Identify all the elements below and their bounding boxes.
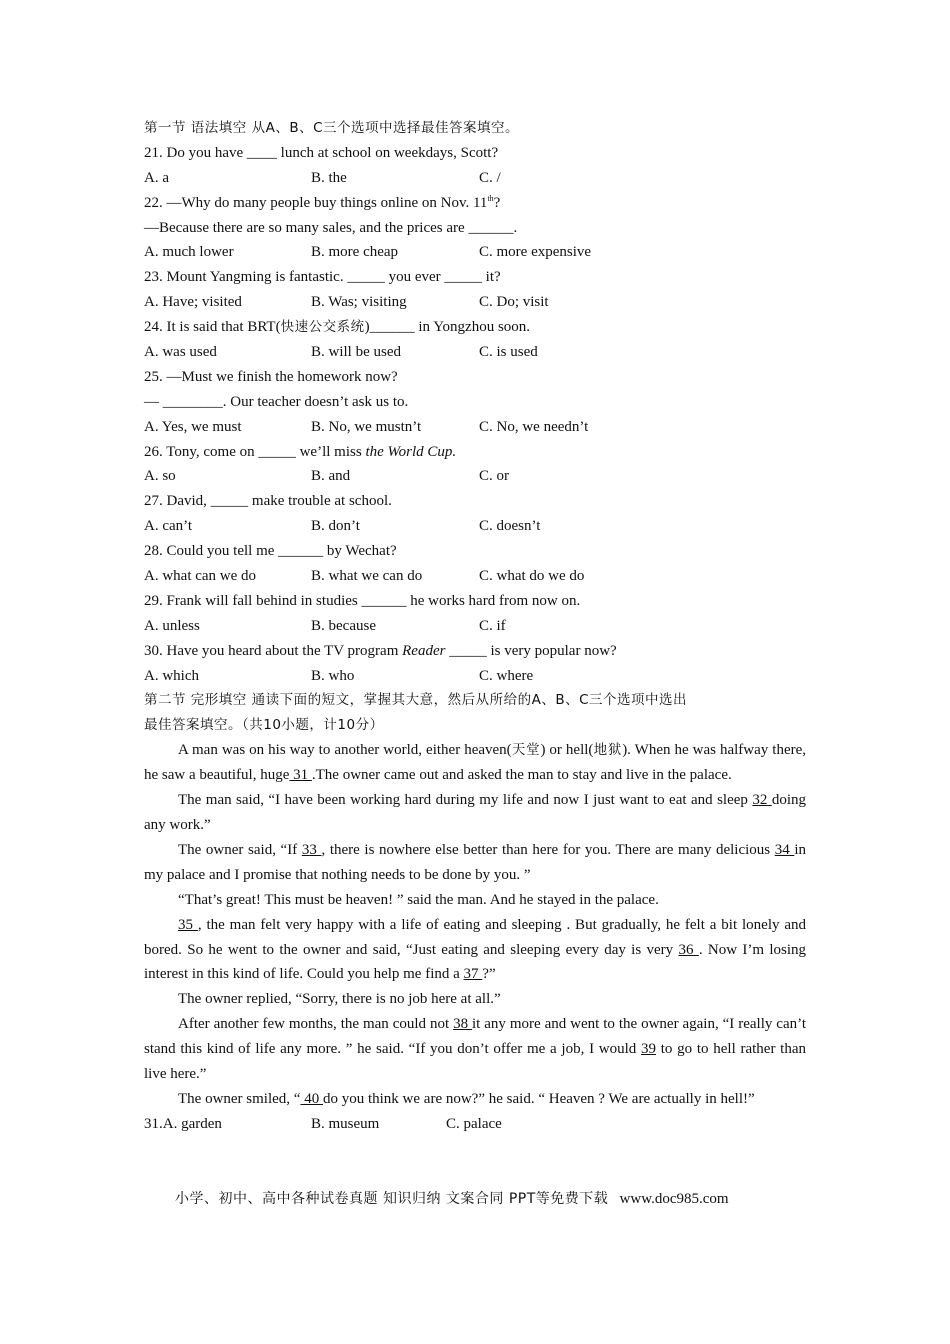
- option-c: C. if: [479, 617, 506, 634]
- question-29-stem: 29. Frank will fall behind in studies ______ he works hard from now on.: [144, 592, 581, 609]
- footer-url: www.doc985.com: [619, 1191, 729, 1207]
- blank-34: 34: [774, 841, 795, 858]
- section1-title: 第一节 语法填空 从A、B、C三个选项中选择最佳答案填空。: [144, 120, 520, 136]
- option-c: C. where: [479, 667, 534, 684]
- passage-paragraph-8: The owner smiled, “ 40 do you think we are now?” he said. “ Heaven ? We are actually in hell!”: [178, 1090, 755, 1107]
- blank-33: 33: [301, 841, 322, 858]
- option-c: C. or: [479, 468, 509, 485]
- blank-37: 37: [463, 966, 483, 983]
- option-a: A. was used: [144, 344, 217, 361]
- passage-paragraph-3: The owner said, “If 33 , there is nowhere else better than here for you. There are many delicious 34 in my palace and I promise that nothing needs to be done by you. ”: [144, 841, 807, 883]
- passage-paragraph-5: 35 , the man felt very happy with a life of eating and sleeping . But gradually, he felt a bit lonely and bored. So he went to the owner and said, “Just eating and sleeping every day is very 36 . Now I’m losing interest in this kind of life. Could you help me find a 37 ?”: [144, 916, 807, 983]
- option-a: A. Have; visited: [144, 294, 242, 311]
- question-27-options: [144, 514, 806, 539]
- option-a: A. Yes, we must: [144, 418, 242, 435]
- question-24-stem: 24. It is said that BRT(快速公交系统)______ in Yongzhou soon.: [144, 319, 531, 336]
- question-23-options: [144, 290, 806, 315]
- option-c: C. doesn’t: [479, 518, 541, 535]
- option-b: B. museum: [311, 1115, 380, 1132]
- blank-39: 39: [641, 1041, 657, 1058]
- question-29-options: [144, 614, 806, 639]
- question-31-options: [144, 1112, 806, 1137]
- blank-40: 40: [300, 1090, 323, 1107]
- passage-paragraph-7: After another few months, the man could not 38 it any more and went to the owner again, “I really can’t stand this kind of life any more. ” he said. “If you don’t offer me a job, I would 39 to go to hell rather than live here.”: [144, 1016, 806, 1083]
- option-a: A. a: [144, 169, 169, 186]
- option-a: A. much lower: [144, 244, 234, 261]
- option-b: B. more cheap: [311, 244, 399, 261]
- option-b: B. because: [311, 617, 376, 634]
- option-a: 31.A. garden: [144, 1115, 222, 1132]
- blank-36: 36: [678, 941, 699, 958]
- blank-38: 38: [453, 1016, 472, 1033]
- question-30-options: [144, 664, 806, 689]
- blank-32: 32: [752, 792, 772, 809]
- option-c: C. /: [479, 169, 501, 186]
- passage-paragraph-6: The owner replied, “Sorry, there is no job here at all.”: [178, 991, 501, 1008]
- question-22-options: [144, 240, 806, 265]
- question-26-stem: 26. Tony, come on _____ we’ll miss the World Cup.: [144, 443, 457, 460]
- option-b: B. and: [311, 468, 351, 485]
- question-22-stem-reply: —Because there are so many sales, and the prices are ______.: [144, 219, 518, 236]
- option-a: A. which: [144, 667, 199, 684]
- option-b: B. the: [311, 169, 347, 186]
- option-c: C. No, we needn’t: [479, 418, 589, 435]
- option-a: A. can’t: [144, 518, 193, 535]
- footer-text: 小学、初中、高中各种试卷真题 知识归纳 文案合同 PPT等免费下载: [175, 1191, 609, 1207]
- question-21-stem: 21. Do you have ____ lunch at school on weekdays, Scott?: [144, 144, 499, 161]
- passage-paragraph-1: A man was on his way to another world, either heaven(天堂) or hell(地狱). When he was halfway there, he saw a beautiful, huge 31 .The owner came out and asked the man to stay and live in the palace.: [144, 742, 807, 784]
- option-a: A. what can we do: [144, 568, 257, 585]
- question-25-stem: 25. —Must we finish the homework now?: [144, 368, 398, 385]
- option-b: B. don’t: [311, 518, 360, 535]
- option-a: A. unless: [144, 617, 200, 634]
- option-b: B. what we can do: [311, 568, 423, 585]
- option-b: B. Was; visiting: [311, 294, 407, 311]
- passage-paragraph-2: The man said, “I have been working hard during my life and now I just want to eat and sleep 32 doing any work.”: [144, 792, 806, 833]
- option-b: B. No, we mustn’t: [311, 418, 422, 435]
- question-28-stem: 28. Could you tell me ______ by Wechat?: [144, 543, 397, 560]
- footer: [175, 1188, 729, 1208]
- option-c: C. what do we do: [479, 568, 585, 585]
- blank-35: 35: [178, 916, 198, 933]
- question-24-options: [144, 340, 806, 365]
- option-b: B. who: [311, 667, 355, 684]
- passage-paragraph-4: “That’s great! This must be heaven! ” said the man. And he stayed in the palace.: [178, 891, 659, 908]
- section2-title-line1: 第二节 完形填空 通读下面的短文，掌握其大意，然后从所给的A、B、C三个选项中选出: [144, 692, 688, 709]
- option-c: C. more expensive: [479, 244, 592, 261]
- option-c: C. Do; visit: [479, 294, 549, 311]
- blank-31: 31: [289, 767, 312, 784]
- question-21-options: [144, 166, 806, 191]
- question-27-stem: 27. David, _____ make trouble at school.: [144, 493, 392, 510]
- option-a: A. so: [144, 468, 176, 485]
- section2-title-line2: 最佳答案填空。（共10小题，计10分）: [144, 717, 384, 734]
- question-23-stem: 23. Mount Yangming is fantastic. _____ you ever _____ it?: [144, 269, 501, 286]
- question-25-stem-reply: — ________. Our teacher doesn’t ask us to.: [144, 393, 409, 410]
- question-30-stem: 30. Have you heard about the TV program Reader _____ is very popular now?: [144, 642, 617, 659]
- question-26-options: [144, 464, 806, 489]
- option-c: C. is used: [479, 344, 538, 361]
- exam-page: [144, 116, 806, 1137]
- question-28-options: [144, 564, 806, 589]
- option-c: C. palace: [446, 1115, 502, 1132]
- question-22-stem: 22. —Why do many people buy things online on Nov. 11th?: [144, 193, 501, 211]
- option-b: B. will be used: [311, 344, 401, 361]
- question-25-options: [144, 415, 806, 440]
